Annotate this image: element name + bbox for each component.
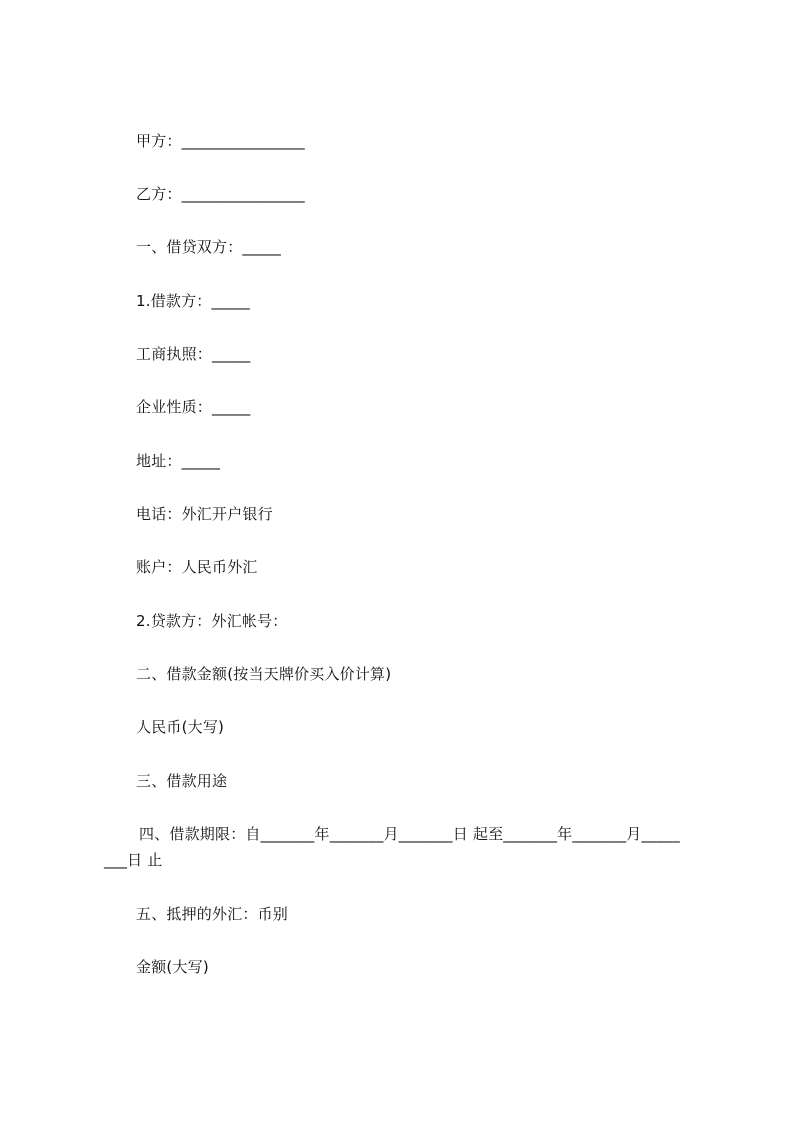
enterprise-nature-line: 企业性质：_____ — [136, 398, 251, 416]
business-license-line: 工商执照：_____ — [136, 345, 251, 363]
borrower-line: 1.借款方：_____ — [136, 292, 251, 310]
section-4-heading: 四、借款期限：自_______年_______月_______日 起至_______年_______月_____ — [139, 825, 680, 843]
account-line: 账户：人民币外汇 — [136, 558, 258, 576]
rmb-amount-line: 人民币(大写) — [136, 718, 225, 736]
phone-bank-line: 电话：外汇开户银行 — [136, 505, 273, 523]
section-4-continuation: ___日 止 — [104, 851, 163, 869]
section-5-heading: 五、抵押的外汇：币别 — [136, 905, 289, 923]
amount-line: 金额(大写) — [136, 958, 209, 976]
party-a-line: 甲方：________________ — [136, 132, 305, 150]
section-3-heading: 三、借款用途 — [136, 772, 228, 790]
party-b-line: 乙方：________________ — [136, 185, 305, 203]
address-line: 地址：_____ — [136, 452, 221, 470]
section-2-heading: 二、借款金额(按当天牌价买入价计算) — [136, 665, 392, 683]
lender-line: 2.贷款方：外汇帐号： — [136, 612, 288, 630]
section-1-heading: 一、借贷双方：_____ — [136, 238, 281, 256]
